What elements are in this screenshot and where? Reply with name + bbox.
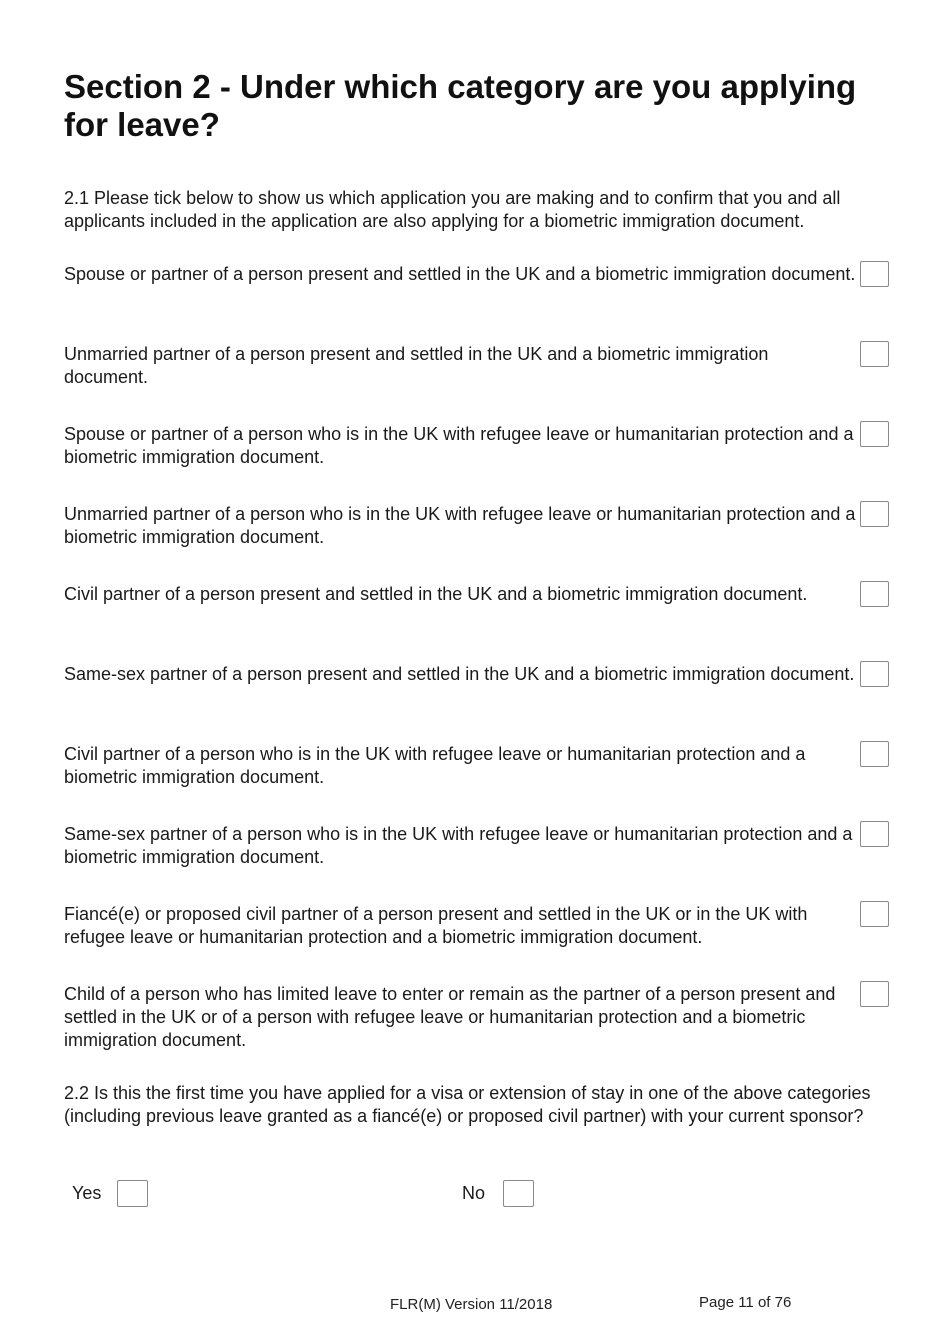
option-label: Unmarried partner of a person who is in the UK with refugee leave or humanitarian protection and a biometric immigration document. bbox=[64, 504, 856, 547]
option-label: Civil partner of a person who is in the UK with refugee leave or humanitarian protection and a biometric immigration document. bbox=[64, 744, 806, 787]
option-label: Unmarried partner of a person present and settled in the UK and a biometric immigration document. bbox=[64, 344, 769, 387]
option-label: Spouse or partner of a person present and settled in the UK and a biometric immigration document. bbox=[64, 264, 856, 284]
question-2-1-text: 2.1 Please tick below to show us which application you are making and to confirm that you and all applicants included in the application are also applying for a biometric immigration document. bbox=[64, 188, 841, 231]
form-version: FLR(M) Version 11/2018 bbox=[390, 1296, 553, 1313]
page-number: Page 11 of 76 bbox=[699, 1294, 792, 1311]
yes-label: Yes bbox=[72, 1183, 102, 1203]
question-2-2-text: 2.2 Is this the first time you have applied for a visa or extension of stay in one of the above categories (including previous leave granted as a fiancé(e) or proposed civil partner) with your current sponsor? bbox=[64, 1083, 871, 1126]
option-label: Same-sex partner of a person present and settled in the UK and a biometric immigration document. bbox=[64, 664, 855, 684]
option-label: Fiancé(e) or proposed civil partner of a person present and settled in the UK or in the UK with refugee leave or humanitarian protection and a biometric immigration document. bbox=[64, 904, 808, 947]
no-checkbox[interactable] bbox=[503, 1180, 534, 1207]
option-label: Spouse or partner of a person who is in the UK with refugee leave or humanitarian protection and a biometric immigration document. bbox=[64, 424, 854, 467]
section-title: Section 2 - Under which category are you applying for leave? bbox=[64, 68, 857, 143]
option-checkbox[interactable] bbox=[860, 261, 889, 287]
option-checkbox[interactable] bbox=[860, 661, 889, 687]
option-checkbox[interactable] bbox=[860, 501, 889, 527]
option-label: Civil partner of a person present and settled in the UK and a biometric immigration document. bbox=[64, 584, 808, 604]
option-checkbox[interactable] bbox=[860, 981, 889, 1007]
option-checkbox[interactable] bbox=[860, 581, 889, 607]
option-checkbox[interactable] bbox=[860, 821, 889, 847]
option-label: Same-sex partner of a person who is in the UK with refugee leave or humanitarian protection and a biometric immigration document. bbox=[64, 824, 853, 867]
option-checkbox[interactable] bbox=[860, 341, 889, 367]
option-checkbox[interactable] bbox=[860, 901, 889, 927]
no-label: No bbox=[462, 1183, 486, 1203]
option-label: Child of a person who has limited leave to enter or remain as the partner of a person present and settled in the UK or of a person with refugee leave or humanitarian protection and a biometric immigration document. bbox=[64, 984, 836, 1050]
option-checkbox[interactable] bbox=[860, 741, 889, 767]
option-checkbox[interactable] bbox=[860, 421, 889, 447]
yes-checkbox[interactable] bbox=[117, 1180, 148, 1207]
